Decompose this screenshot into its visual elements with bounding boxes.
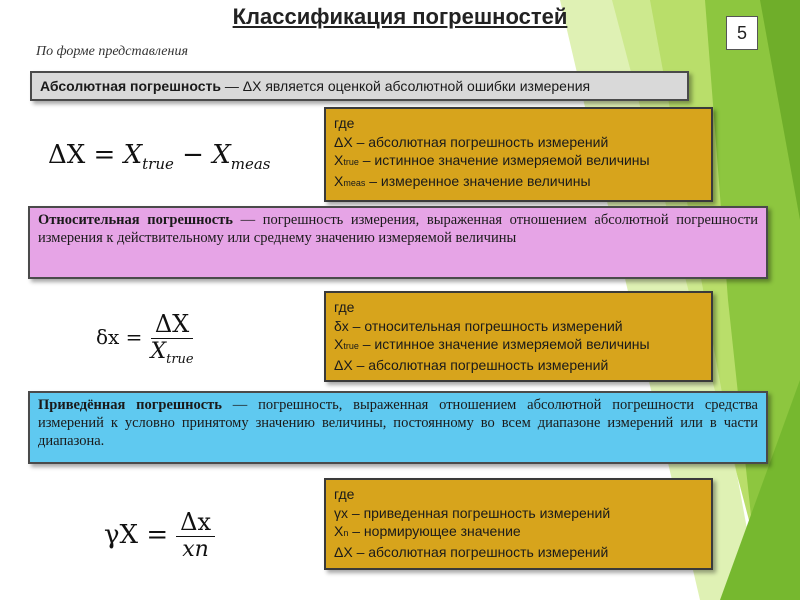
legend-line [334,335,703,356]
formula-denominator: xn [182,537,209,562]
legend-line [334,172,703,193]
legend-line: где [334,299,355,315]
reduced-error-text: — погрешность, выраженная отношением абсолютной погрешности средства измерений к условно принятому значению величины, постоянному во всем диапазоне измерений или в части диапазона. [38,397,758,449]
legend-text: – истинное значение измеряемой величины [358,336,650,352]
legend-line: γх – приведенная погрешность измерений [334,504,611,521]
formula-sub-meas: meas [230,155,271,173]
relative-error-formula [96,310,194,367]
reduced-error-term: Приведённая погрешность [38,397,222,413]
slide-number: 5 [726,16,758,50]
formula-numerator: ΔX [151,310,193,339]
legend-line: ΔX – абсолютная погрешность измерений [334,133,609,150]
legend-line [334,522,703,543]
formula-lhs: δx = [96,325,143,349]
relative-error-legend [324,291,713,382]
legend-symbol: X [334,523,344,539]
formula-var-true: X [123,140,143,170]
formula-lhs: γX = [104,520,169,550]
slide-title: Классификация погрешностей [232,4,568,29]
reduced-error-legend [324,478,713,570]
legend-subscript: n [343,528,349,538]
formula-numerator: Δx [176,508,215,537]
slide-subtitle: По форме представления [36,44,188,59]
absolute-error-definition [30,71,689,101]
legend-text: – измеренное значение величины [365,172,591,189]
legend-subscript: true [343,341,359,351]
absolute-error-term: Абсолютная погрешность [40,78,221,94]
absolute-error-formula [48,140,271,173]
formula-var-meas: X [212,140,231,170]
formula-fraction [150,310,194,367]
formula-sub-true: true [142,155,174,173]
absolute-error-legend [324,107,713,202]
legend-subscript: true [343,157,359,167]
legend-line: где [334,115,355,131]
legend-text: – истинное значение измеряемой величины [358,152,650,168]
relative-error-definition [28,206,768,279]
formula-den-sub: true [166,352,194,367]
legend-subscript: meas [343,177,366,188]
legend-line: ΔX – абсолютная погрешность измерений [334,356,609,373]
formula-lhs: ΔX = [48,140,116,170]
relative-error-term: Относительная погрешность [38,212,233,228]
legend-symbol: X [334,336,344,352]
legend-symbol: X [334,172,344,189]
formula-denominator [150,339,194,367]
reduced-error-formula [104,508,215,562]
legend-line: δx – относительная погрешность измерений [334,317,623,334]
legend-line: ΔX – абсолютная погрешность измерений [334,543,609,560]
legend-text: – нормирующее значение [348,523,521,539]
legend-symbol: X [334,152,344,168]
formula-den-var: X [150,339,167,364]
legend-line [334,151,703,172]
relative-error-text: — погрешность измерения, выраженная отношением абсолютной погрешности измерения к действительному или среднему значению измеряемой величины [38,212,758,246]
reduced-error-definition [28,391,768,464]
legend-line: где [334,486,355,502]
formula-minus: − [182,140,204,170]
formula-fraction [176,508,215,562]
absolute-error-text: — ΔX является оценкой абсолютной ошибки измерения [220,78,591,94]
